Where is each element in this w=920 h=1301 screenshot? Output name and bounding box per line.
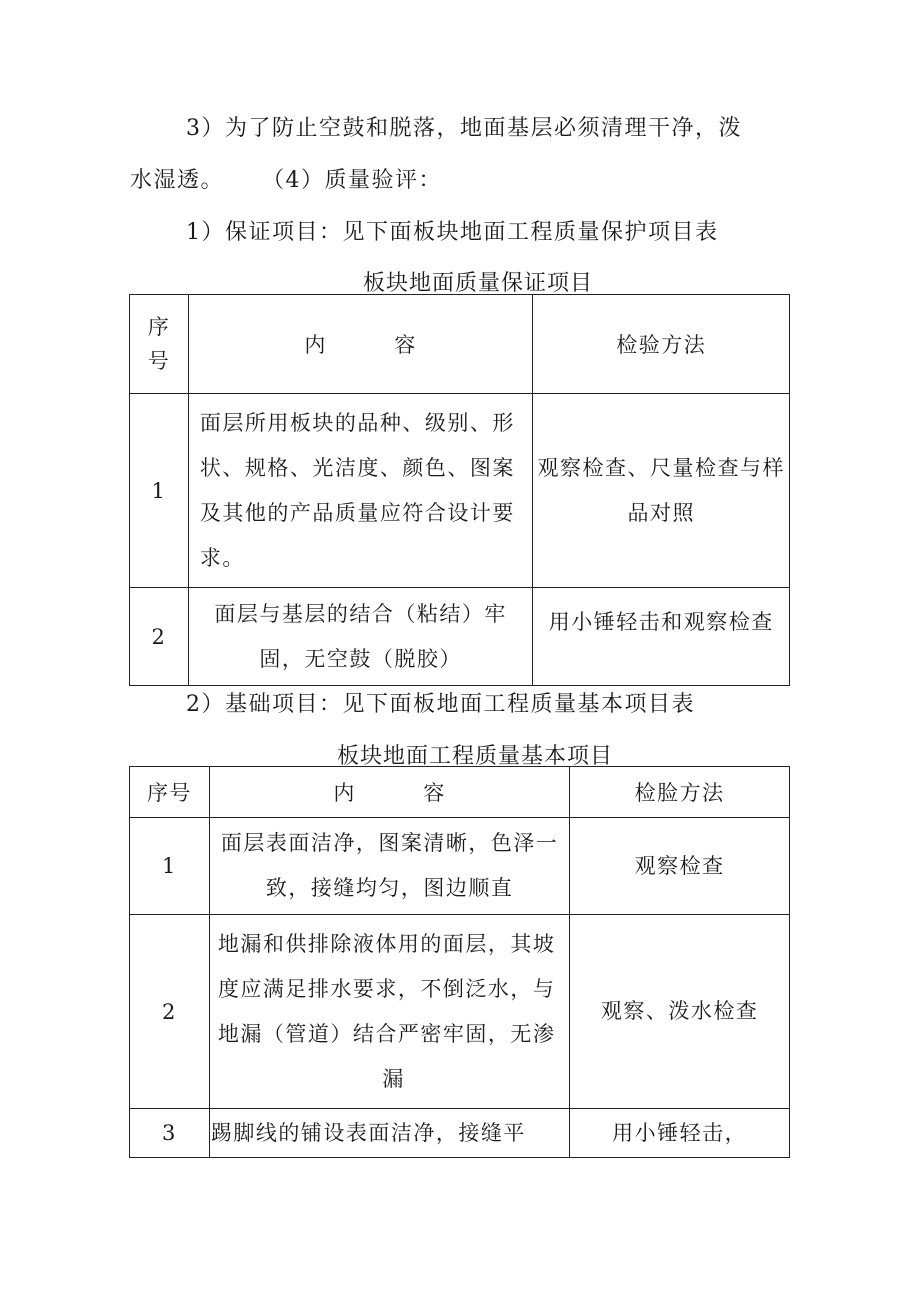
content-line: 面层与基层的结合（粘结）牢: [214, 601, 507, 626]
row-method: [570, 915, 790, 1109]
header-serial-no: [130, 295, 189, 394]
paragraph-3-line2: 水湿透。: [130, 168, 225, 193]
header-serial-line1: 序: [147, 315, 171, 339]
basic-items-table: [129, 766, 790, 1158]
row-content: [209, 818, 569, 915]
content-line: 地漏和供排除液体用的面层，其坡: [217, 931, 556, 956]
row-serial-no: 2: [130, 915, 210, 1109]
content-line: 度应满足排水要求，不倒泛水，与: [217, 976, 556, 1001]
section-4-heading: （4）质量验评：: [262, 168, 442, 193]
row-serial-no: 3: [130, 1109, 210, 1158]
method-line: 用小锤轻击，: [612, 1120, 748, 1145]
header-content: 内 容: [188, 295, 532, 394]
header-method: 检脸方法: [570, 767, 790, 818]
table-row: [130, 588, 790, 686]
content-line: 地漏（管道）结合严密牢固，无渗: [217, 1021, 556, 1046]
row-content: [188, 588, 532, 686]
method-line: 观察检查、尺量检查与样: [537, 455, 785, 480]
row-method: [533, 394, 790, 588]
method-line: 观察检查: [634, 853, 725, 878]
header-content: 内 容: [209, 767, 569, 818]
row-content: [209, 915, 569, 1109]
content-line: 漏: [382, 1066, 405, 1091]
content-line: 及其他的产品质量应符合设计要: [199, 500, 515, 525]
content-line: 踢脚线的铺设表面洁净，接缝平: [210, 1120, 526, 1145]
content-line: 面层所用板块的品种、级别、形: [199, 410, 515, 435]
paragraph-guarantee-items: 1）保证项目：见下面板块地面工程质量保护项目表: [186, 220, 719, 245]
row-content: [209, 1109, 569, 1158]
row-serial-no: 2: [130, 588, 189, 686]
header-serial-line2: 号: [147, 349, 171, 373]
table-row: [130, 915, 790, 1109]
table-row: [130, 1109, 790, 1158]
table1-caption: 板块地面质量保证项目: [363, 271, 594, 296]
row-method: [570, 1109, 790, 1158]
content-line: 固，无空鼓（脱胶）: [259, 646, 462, 671]
row-method: [570, 818, 790, 915]
content-line: 致，接缝均匀，图边顺直: [265, 876, 514, 900]
method-line: 用小锤轻击和观察检查: [548, 610, 774, 634]
content-line: 面层表面洁净，图案清晰，色泽一: [220, 831, 559, 855]
method-line: 品对照: [627, 500, 695, 525]
paragraph-basic-items: 2）基础项目：见下面板地面工程质量基本项目表: [186, 692, 695, 717]
row-serial-no: 1: [130, 818, 210, 915]
header-serial-no: 序号: [130, 767, 210, 818]
table-row: [130, 818, 790, 915]
guarantee-items-table: [129, 294, 790, 686]
header-method: 检验方法: [533, 295, 790, 394]
table-header-row: [130, 295, 790, 394]
paragraph-3-line1: 3）为了防止空鼓和脱落，地面基层必须清理干净，泼: [186, 116, 742, 141]
method-line: 观察、泼水检查: [600, 999, 759, 1023]
row-content: [188, 394, 532, 588]
table-header-row: [130, 767, 790, 818]
table-row: [130, 394, 790, 588]
row-serial-no: 1: [130, 394, 189, 588]
content-line: 求。: [199, 545, 245, 570]
row-method: [533, 588, 790, 686]
content-line: 状、规格、光洁度、颜色、图案: [199, 455, 515, 480]
table2-caption: 板块地面工程质量基本项目: [337, 744, 614, 769]
